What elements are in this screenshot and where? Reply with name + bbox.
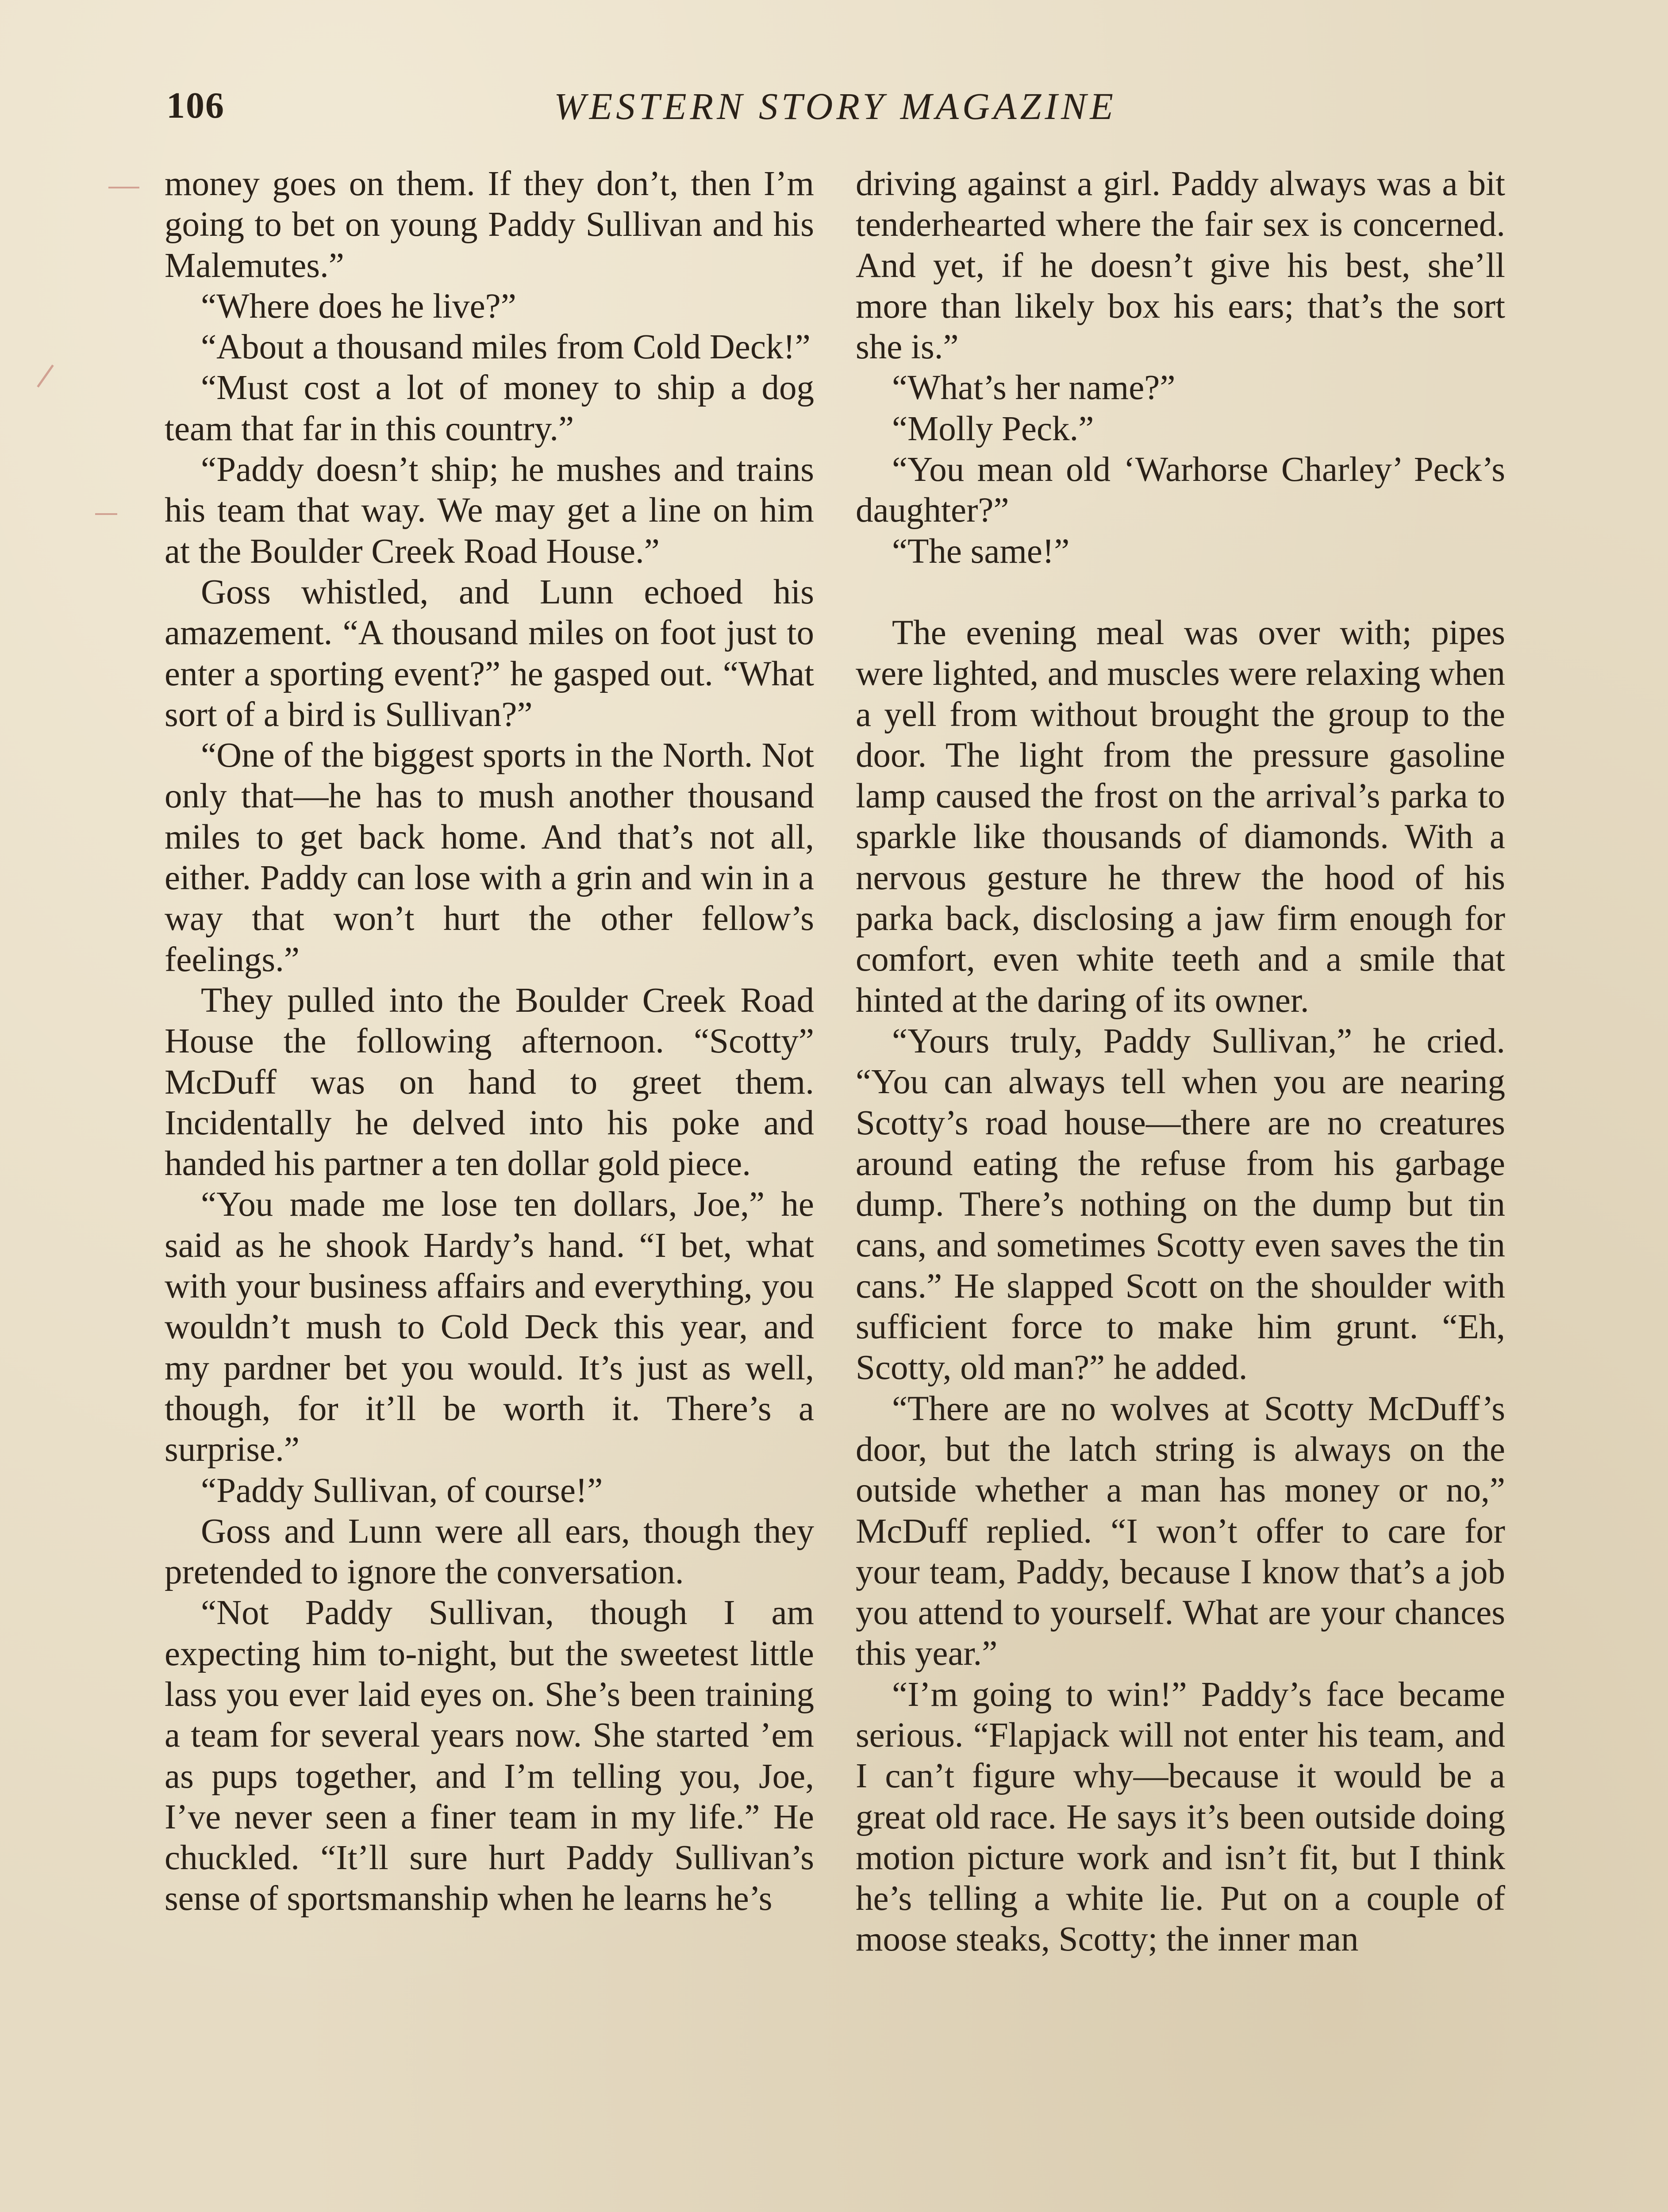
running-head: WESTERN STORY MAGAZINE bbox=[554, 85, 1117, 127]
paragraph: “What’s her name?” bbox=[892, 369, 1176, 407]
paragraph: “Yours truly, Paddy Sullivan,” he cried. “You can always tell when you are nearing Scotty’s road house—there are no creatures around eating the refuse from his garbage dump. There’s nothing on the dump but tin cans, and sometimes Scotty even saves the tin cans.” He slapped Scott on the shoulder with sufficient force to make him grunt. “Eh, Scotty, old man?” he added. bbox=[856, 1022, 1505, 1387]
article-body bbox=[165, 164, 1505, 2199]
paragraph: “Where does he live?” bbox=[201, 287, 516, 326]
paragraph: “The same!” bbox=[892, 532, 1070, 571]
paragraph: “Molly Peck.” bbox=[892, 409, 1094, 448]
paragraph: “Not Paddy Sullivan, though I am expecting him to-night, but the sweetest little lass you ever laid eyes on. She’s been training a team for several years now. She started ’em as pups together, and I’m telling you, Joe, I’ve never seen a finer team in my life.” He chuckled. “It’ll sure hurt Paddy Sullivan’s sense of sportsmanship when he learns he’s bbox=[165, 1594, 814, 1918]
paragraph: “Must cost a lot of money to ship a dog team that far in this country.” bbox=[165, 369, 814, 448]
paragraph: money goes on them. If they don’t, then I’m going to bet on young Paddy Sullivan and his Malemutes.” bbox=[165, 165, 814, 285]
paragraph: The evening meal was over with; pipes were lighted, and muscles were relaxing when a yell from without brought the group to the door. The light from the pressure gasoline lamp caused the frost on the arrival’s parka to sparkle like thousands of diamonds. With a nervous gesture he threw the hood of his parka back, disclosing a jaw firm enough for comfort, even white teeth and a smile that hinted at the daring of its owner. bbox=[856, 613, 1505, 1020]
left-column bbox=[165, 164, 814, 2199]
paragraph: “One of the biggest sports in the North. Not only that—he has to mush another thousand miles to get back home. And that’s not all, either. Paddy can lose with a grin and win in a way that won’t hurt the other fellow’s feelings.” bbox=[165, 736, 814, 979]
margin-pencil-mark bbox=[37, 365, 54, 388]
paragraph: driving against a girl. Paddy always was a bit tenderhearted where the fair sex is concerned. And yet, if he doesn’t give his best, she’ll more than likely box his ears; that’s the sort she is.” bbox=[856, 165, 1505, 367]
paragraph: “You mean old ‘Warhorse Charley’ Peck’s daughter?” bbox=[856, 450, 1505, 530]
page-header bbox=[166, 84, 1504, 142]
paragraph: They pulled into the Boulder Creek Road House the following afternoon. “Scotty” McDuff was on hand to greet them. Incidentally he delved into his poke and handed his partner a ten dollar gold piece. bbox=[165, 981, 814, 1183]
paragraph: “You made me lose ten dollars, Joe,” he said as he shook Hardy’s hand. “I bet, what with your business affairs and everything, you wouldn’t mush to Cold Deck this year, and my pardner bet you would. It’s just as well, though, for it’ll be worth it. There’s a surprise.” bbox=[165, 1185, 814, 1469]
page-number: 106 bbox=[166, 85, 225, 126]
margin-pencil-mark bbox=[108, 187, 139, 188]
paragraph: Goss and Lunn were all ears, though they pretended to ignore the conversation. bbox=[165, 1512, 814, 1592]
paragraph: Goss whistled, and Lunn echoed his amazement. “A thousand miles on foot just to enter a sporting event?” he gasped out. “What sort of a bird is Sullivan?” bbox=[165, 572, 814, 734]
paragraph: “There are no wolves at Scotty McDuff’s door, but the latch string is always on the outside whether a man has money or no,” McDuff replied. “I won’t offer to care for your team, Paddy, because I know that’s a job you attend to yourself. What are your chances this year.” bbox=[856, 1389, 1505, 1673]
paragraph: “About a thousand miles from Cold Deck!” bbox=[201, 328, 811, 367]
paragraph: “I’m going to win!” Paddy’s face became serious. “Flapjack will not enter his team, and I can’t figure why—because it would be a great old race. He says it’s been outside doing motion picture work and isn’t fit, but I think he’s telling a white lie. Put on a couple of moose steaks, Scotty; the inner man bbox=[856, 1675, 1505, 1959]
paragraph: “Paddy doesn’t ship; he mushes and trains his team that way. We may get a line on him at the Boulder Creek Road House.” bbox=[165, 450, 814, 571]
paragraph: “Paddy Sullivan, of course!” bbox=[201, 1471, 603, 1510]
margin-pencil-mark bbox=[95, 513, 117, 515]
right-column bbox=[856, 164, 1505, 2199]
